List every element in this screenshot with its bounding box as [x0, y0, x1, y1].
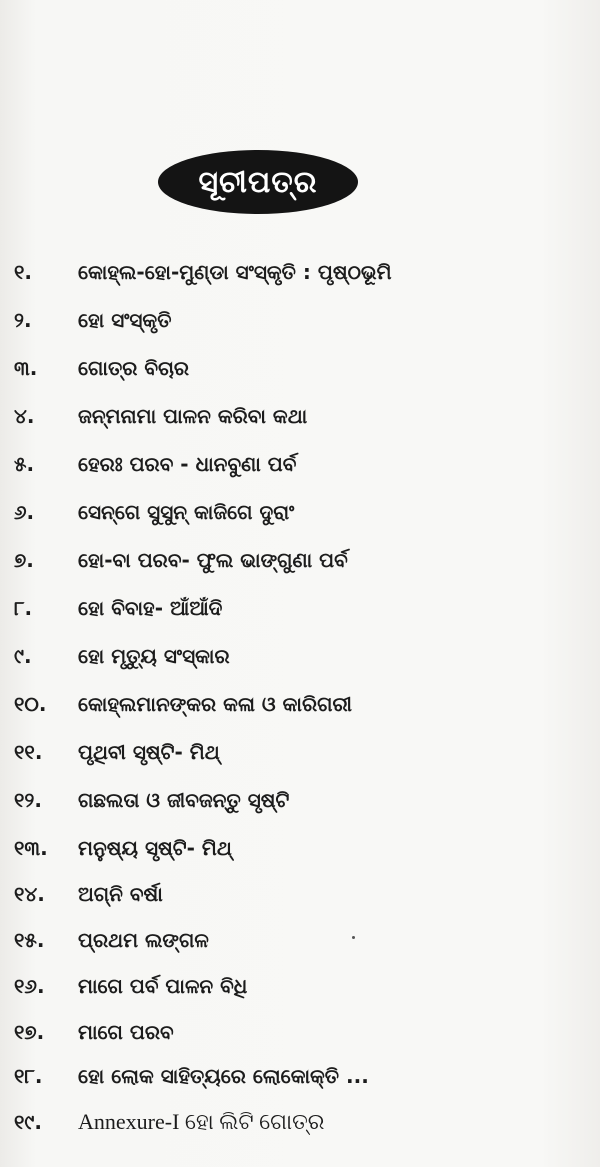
toc-entry: [0, 830, 600, 866]
toc-entry: [0, 446, 600, 482]
toc-entry-number: ୧୯.: [14, 1110, 42, 1134]
toc-entry: [0, 494, 600, 530]
toc-entry: [0, 1104, 600, 1140]
toc-entry: [0, 350, 600, 386]
toc-entry: [0, 398, 600, 434]
toc-entry: [0, 876, 600, 912]
toc-entry-title: ହୋ ସଂସ୍କୃତି: [78, 308, 172, 332]
toc-entry-title: ହୋ ଲୋକ ସାହିତ୍ୟରେ ଲୋକୋକ୍ତି ...: [78, 1064, 369, 1088]
toc-entry-number: ୧୨.: [14, 788, 42, 812]
toc-entry-title: ହୋ-ବା ପରବ- ଫୁଲ ଭାଙ୍ଗୁଣା ପର୍ବ: [78, 548, 348, 572]
toc-entry-title: ହେରଃ ପରବ - ଧାନବୁଣା ପର୍ବ: [78, 452, 297, 476]
toc-entry-title: ପୃଥିବୀ ସୃଷ୍ଟି- ମିଥ୍: [78, 740, 220, 764]
toc-entry-title: ହୋ ବିବାହ- ଆଁଆଁଦି: [78, 596, 223, 620]
toc-entry-number: ୧୮.: [14, 1064, 43, 1088]
toc-entry-number: ୫.: [14, 452, 35, 476]
toc-entry: [0, 542, 600, 578]
toc-entry-title: କୋହ୍ଲ-ହୋ-ମୁଣ୍ଡା ସଂସ୍କୃତି : ପୃଷ୍ଠଭୂମି: [78, 260, 392, 284]
toc-entry: [0, 590, 600, 626]
toc-entry-title: ସେନ୍‌ଗେ ସୁସୁନ୍ କାଜିଗେ ଦୁରାଂ: [78, 500, 295, 524]
toc-entry: [0, 1058, 600, 1094]
toc-entry-number: ୧୧.: [14, 740, 43, 764]
toc-entry-number: ୭.: [14, 548, 34, 572]
toc-entry-title: ଜନ୍ମନାମା ପାଳନ କରିବା କଥା: [78, 404, 308, 428]
toc-entry-title: ପ୍ରଥମ ଲଙ୍ଗଳ: [78, 928, 209, 952]
toc-entry-title: କୋହ୍ଲମାନଙ୍କର କଳା ଓ କାରିଗରୀ: [78, 692, 353, 716]
toc-entry-number: ୧୦.: [14, 692, 47, 716]
toc-entry-title: ଅଗ୍ନି ବର୍ଷା: [78, 882, 163, 906]
toc-entry: [0, 968, 600, 1004]
toc-entry-title: ମାଗେ ପରବ: [78, 1020, 174, 1044]
toc-entry-number: ୪.: [14, 404, 35, 428]
toc-entry: [0, 254, 600, 290]
toc-entry-number: ୧୭.: [14, 1020, 45, 1044]
toc-entry-number: ୮.: [14, 596, 33, 620]
title-oval: [158, 150, 358, 214]
toc-entry-number: ୧୬.: [14, 974, 45, 998]
toc-entry-title: ହୋ ମୃତ୍ୟୁ ସଂସ୍କାର: [78, 644, 230, 668]
toc-entry-number: ୨.: [14, 308, 32, 332]
toc-entry: [0, 922, 600, 958]
toc-entry: [0, 734, 600, 770]
toc-entry-title: ମାଗେ ପର୍ବ ପାଳନ ବିଧି: [78, 974, 248, 998]
print-speck: [352, 936, 355, 939]
toc-entry: [0, 782, 600, 818]
toc-entry-number: ୧୪.: [14, 882, 45, 906]
toc-entry-number: ୩.: [14, 356, 38, 380]
toc-entry-number: ୧.: [14, 260, 33, 284]
toc-entry-title: ଗଛଲତା ଓ ଜୀବଜନ୍ତୁ ସୃଷ୍ଟି: [78, 788, 290, 812]
toc-entry-number: ୧୩.: [14, 836, 48, 860]
toc-entry: [0, 638, 600, 674]
toc-entry-title: ମନୁଷ୍ୟ ସୃଷ୍ଟି- ମିଥ୍: [78, 836, 232, 860]
page-title: ସୂଚୀପତ୍ର: [198, 164, 318, 200]
toc-entry: [0, 686, 600, 722]
toc-entry-number: ୧୫.: [14, 928, 45, 952]
toc-entry: [0, 1014, 600, 1050]
toc-entry-title: ଗୋତ୍ର ବିଚାର: [78, 356, 190, 380]
toc-entry: [0, 302, 600, 338]
toc-entry-number: ୯.: [14, 644, 32, 668]
toc-entry-title: Annexure-I ହୋ ଲିଟି ଗୋତ୍ର: [78, 1109, 325, 1134]
toc-entry-number: ୬.: [14, 500, 35, 524]
